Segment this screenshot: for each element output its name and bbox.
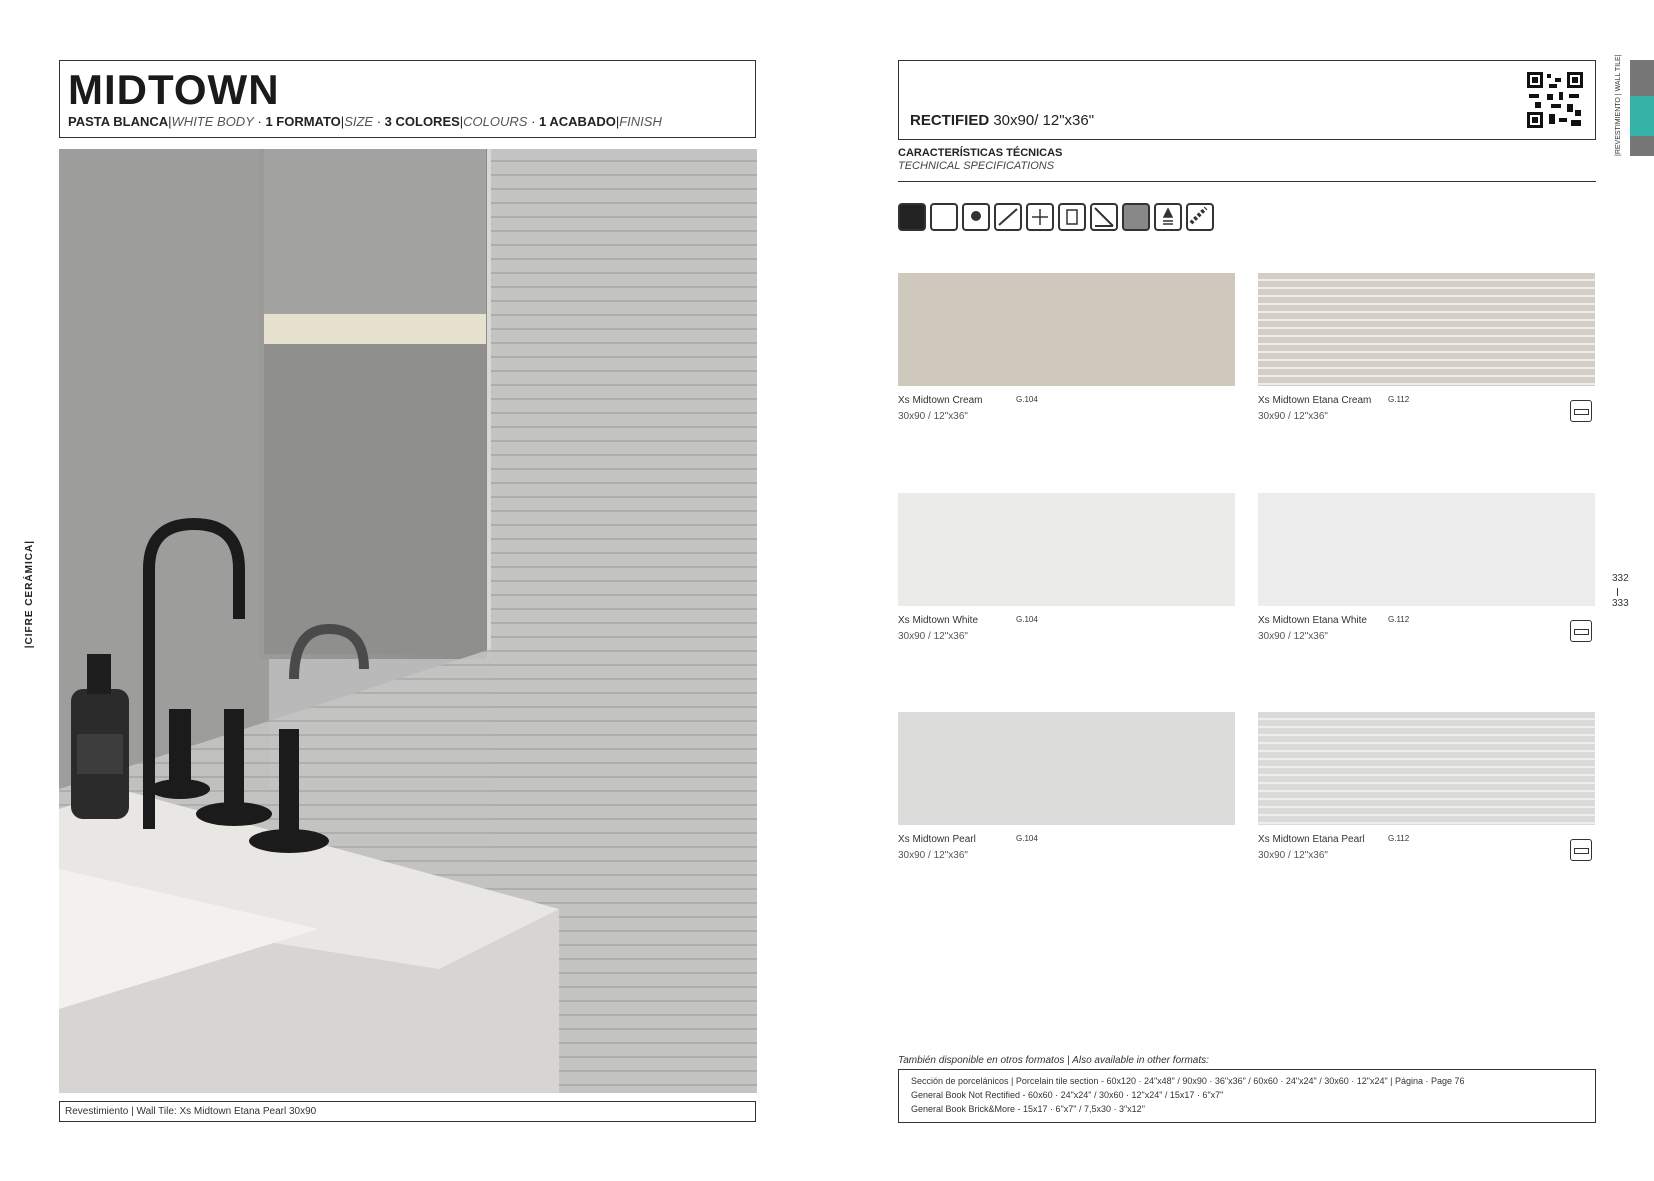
tile-name: Xs Midtown Etana Cream	[1258, 395, 1372, 406]
section-tab	[1613, 54, 1627, 156]
formats-line: General Book Not Rectified - 60x60 · 24"x24" / 30x60 · 12"x24" / 15x17 · 6"x7"	[911, 1090, 1224, 1100]
tile-swatch-etana-pearl[interactable]	[1258, 712, 1595, 825]
tile-swatch-etana-cream[interactable]	[1258, 273, 1595, 386]
tile-code: G.112	[1388, 395, 1410, 404]
relief-icon	[1570, 400, 1592, 422]
tile-size: 30x90 / 12"x36"	[898, 631, 968, 642]
body-label-es: PASTA BLANCA	[68, 114, 169, 129]
qr-code-icon[interactable]	[1525, 70, 1585, 130]
rectified-icon	[994, 203, 1022, 231]
collection-subtitle: PASTA BLANCA|WHITE BODY · 1 FORMATO|SIZE · 3 COLORES|COLOURS · 1 ACABADO|FINISH	[68, 114, 662, 129]
tile-code: G.104	[1016, 395, 1038, 404]
matt-icon	[962, 203, 990, 231]
tile-name: Xs Midtown Etana Pearl	[1258, 834, 1365, 845]
page-number-divider	[1617, 588, 1618, 596]
tile-swatch-pearl[interactable]	[898, 712, 1235, 825]
specs-title: CARACTERÍSTICAS TÉCNICAS	[898, 147, 1063, 159]
tile-size: 30x90 / 12"x36"	[898, 850, 968, 861]
formats-label-es: 1 FORMATO	[265, 114, 341, 129]
tile-code: G.104	[1016, 615, 1038, 624]
relief-icon	[1570, 839, 1592, 861]
specs-divider	[898, 181, 1596, 182]
tab-bar-grey	[1630, 60, 1654, 96]
colors-label-es: 3 COLORES	[384, 114, 460, 129]
tile-size: 30x90 / 12"x36"	[1258, 631, 1328, 642]
slip-icon	[1090, 203, 1118, 231]
white-body-icon	[930, 203, 958, 231]
tile-size: 30x90 / 12"x36"	[1258, 411, 1328, 422]
formats-box	[898, 1069, 1596, 1123]
tile-swatch-white[interactable]	[898, 493, 1235, 606]
tab-bar-accent	[1630, 96, 1654, 136]
specs-subtitle: TECHNICAL SPECIFICATIONS	[898, 160, 1055, 172]
rectified-size: 30x90/ 12"x36"	[993, 112, 1095, 129]
tile-code: G.112	[1388, 834, 1410, 843]
body-label-en: WHITE BODY	[171, 114, 254, 129]
photo-caption: Revestimiento | Wall Tile: Xs Midtown Etana Pearl 30x90	[59, 1101, 756, 1122]
page-number-left: 332	[1612, 573, 1629, 584]
stain-icon	[1154, 203, 1182, 231]
tile-swatch-cream[interactable]	[898, 273, 1235, 386]
relief-icon	[1570, 620, 1592, 642]
tile-name: Xs Midtown Pearl	[898, 834, 976, 845]
finish-label-en: FINISH	[619, 114, 662, 129]
collection-title: MIDTOWN	[68, 66, 280, 113]
page-number-right: 333	[1612, 598, 1629, 609]
frost-icon	[1058, 203, 1086, 231]
spec-icons	[898, 203, 1214, 231]
tab-bar-grey-bottom	[1630, 136, 1654, 156]
tile-size: 30x90 / 12"x36"	[1258, 850, 1328, 861]
side-brand-text: |CIFRE CERÁMICA|	[24, 540, 35, 649]
rectified-text: RECTIFIED	[910, 112, 990, 129]
formats-label-en: SIZE	[344, 114, 374, 129]
tile-name: Xs Midtown White	[898, 615, 979, 626]
tile-size: 30x90 / 12"x36"	[898, 411, 968, 422]
side-brand	[24, 540, 54, 660]
tile-code: G.104	[1016, 834, 1038, 843]
wall-icon	[898, 203, 926, 231]
rectified-label	[910, 112, 1094, 129]
tile-swatch-etana-white[interactable]	[1258, 493, 1595, 606]
section-tab-text: |REVESTIMIENTO | WALL TILE|	[1615, 54, 1622, 156]
v2-shade-icon	[1122, 203, 1150, 231]
bathroom-illustration	[59, 149, 757, 1093]
formats-line: Sección de porcelánicos | Porcelain tile section - 60x120 · 24"x48" / 90x90 · 36"x36" / 60x60 · 24"x24" / 30x60 · 12"x24" | Página · Page 76	[911, 1076, 1465, 1086]
tile-code: G.112	[1388, 615, 1410, 624]
finish-label-es: 1 ACABADO	[539, 114, 616, 129]
colors-label-en: COLOURS	[463, 114, 528, 129]
bathroom-photo	[59, 149, 757, 1093]
tile-name: Xs Midtown Cream	[898, 395, 983, 406]
thickness-icon	[1026, 203, 1054, 231]
formats-line: General Book Brick&More - 15x17 · 6"x7" / 7,5x30 · 3"x12"	[911, 1104, 1145, 1114]
tile-name: Xs Midtown Etana White	[1258, 615, 1367, 626]
pieces-18-icon	[1186, 203, 1214, 231]
formats-title: También disponible en otros formatos | Also available in other formats:	[898, 1055, 1209, 1066]
